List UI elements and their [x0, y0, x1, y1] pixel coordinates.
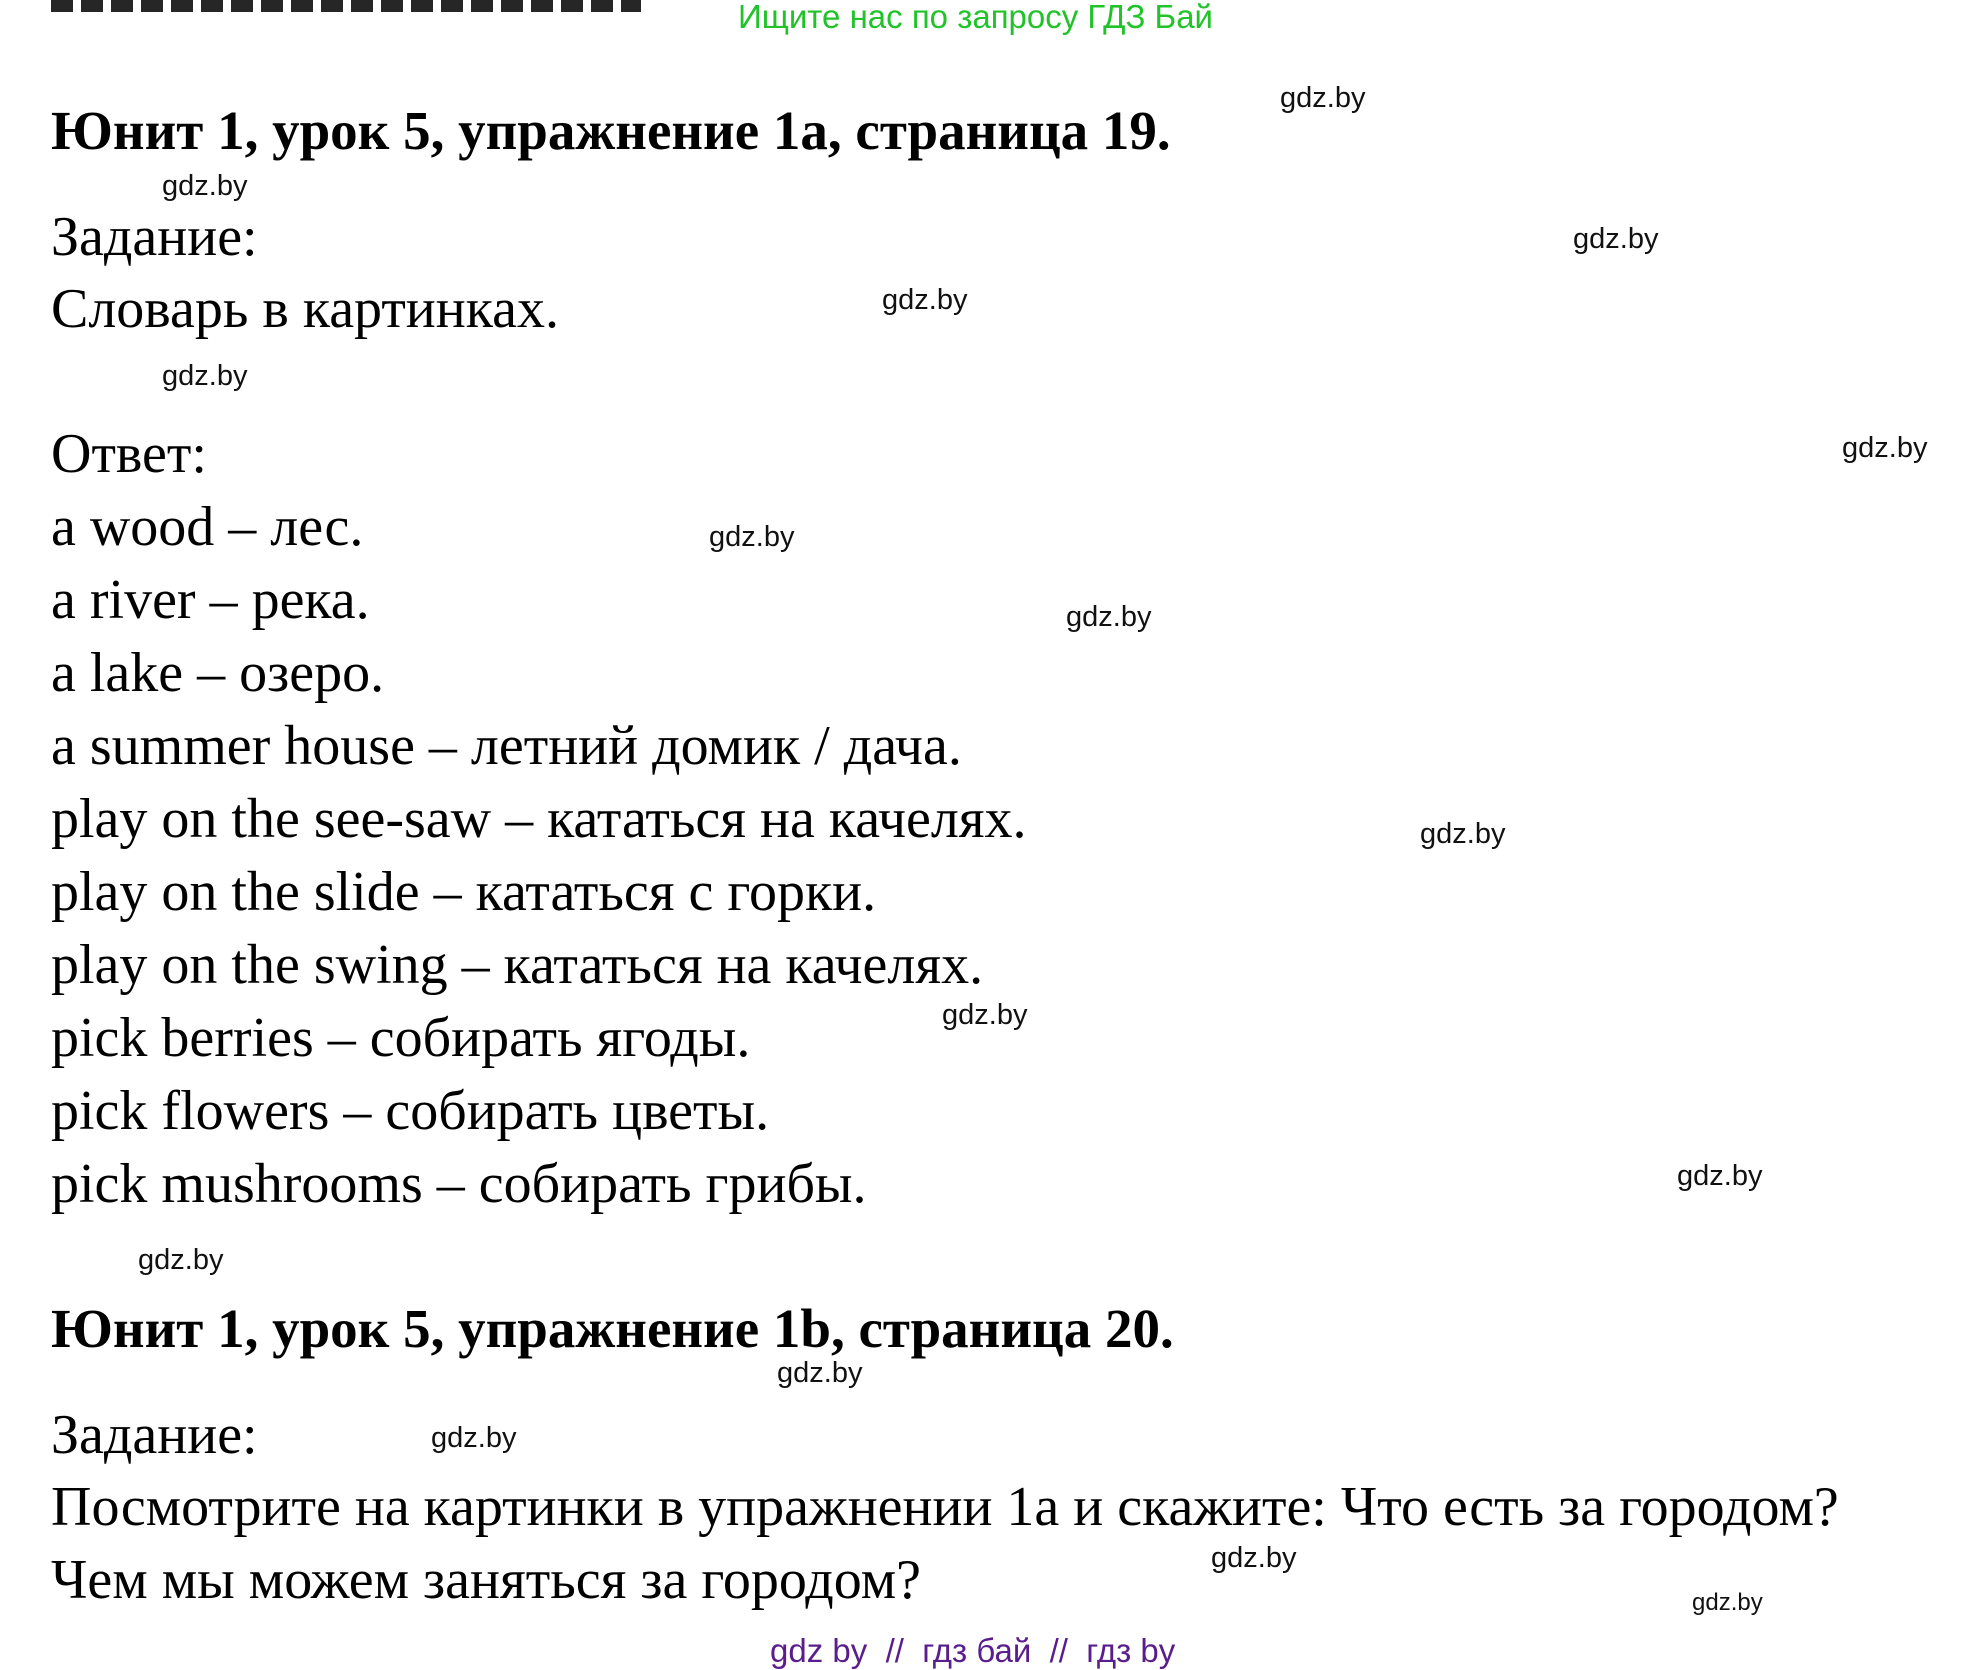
section2-task-line: Чем мы можем заняться за городом? — [51, 1549, 922, 1611]
watermark: gdz.by — [1211, 1542, 1297, 1574]
watermark: gdz.by — [1573, 223, 1659, 255]
section2-task-label: Задание: — [51, 1404, 258, 1466]
section1-heading: Юнит 1, урок 5, упражнение 1a, страница 19. — [51, 100, 1171, 161]
answer-line: play on the slide – кататься с горки. — [51, 861, 877, 923]
search-banner[interactable]: Ищите нас по запросу ГДЗ Бай — [738, 0, 1213, 35]
answer-line: play on the see-saw – кататься на качелях. — [51, 788, 1027, 850]
answer-line: pick flowers – собирать цветы. — [51, 1080, 770, 1142]
section1-task-label: Задание: — [51, 206, 258, 268]
answer-label: Ответ: — [51, 423, 207, 485]
watermark: gdz.by — [777, 1357, 863, 1389]
section1-task-text: Словарь в картинках. — [51, 278, 559, 340]
answer-line: a wood – лес. — [51, 496, 364, 558]
watermark: gdz.by — [1420, 818, 1506, 850]
answer-line: a summer house – летний домик / дача. — [51, 715, 962, 777]
footer-links[interactable]: gdz by // гдз бай // гдз by — [770, 1632, 1176, 1669]
answer-line: pick berries – собирать ягоды. — [51, 1007, 751, 1069]
watermark: gdz.by — [431, 1422, 517, 1454]
section2-heading: Юнит 1, урок 5, упражнение 1b, страница 20. — [51, 1298, 1174, 1359]
watermark: gdz.by — [1066, 601, 1152, 633]
cut-off-previous-heading — [51, 0, 651, 28]
watermark: gdz.by — [1692, 1589, 1763, 1616]
answer-line: play on the swing – кататься на качелях. — [51, 934, 984, 996]
watermark: gdz.by — [138, 1244, 224, 1276]
watermark: gdz.by — [162, 170, 248, 202]
watermark: gdz.by — [1677, 1160, 1763, 1192]
watermark: gdz.by — [882, 284, 968, 316]
watermark: gdz.by — [162, 360, 248, 392]
watermark: gdz.by — [709, 521, 795, 553]
watermark: gdz.by — [1280, 82, 1366, 114]
watermark: gdz.by — [942, 999, 1028, 1031]
answer-line: a lake – озеро. — [51, 642, 385, 704]
watermark: gdz.by — [1842, 432, 1928, 464]
answer-line: a river – река. — [51, 569, 370, 631]
section2-task-line: Посмотрите на картинки в упражнении 1a и скажите: Что есть за городом? — [51, 1476, 1839, 1538]
answer-line: pick mushrooms – собирать грибы. — [51, 1153, 867, 1215]
